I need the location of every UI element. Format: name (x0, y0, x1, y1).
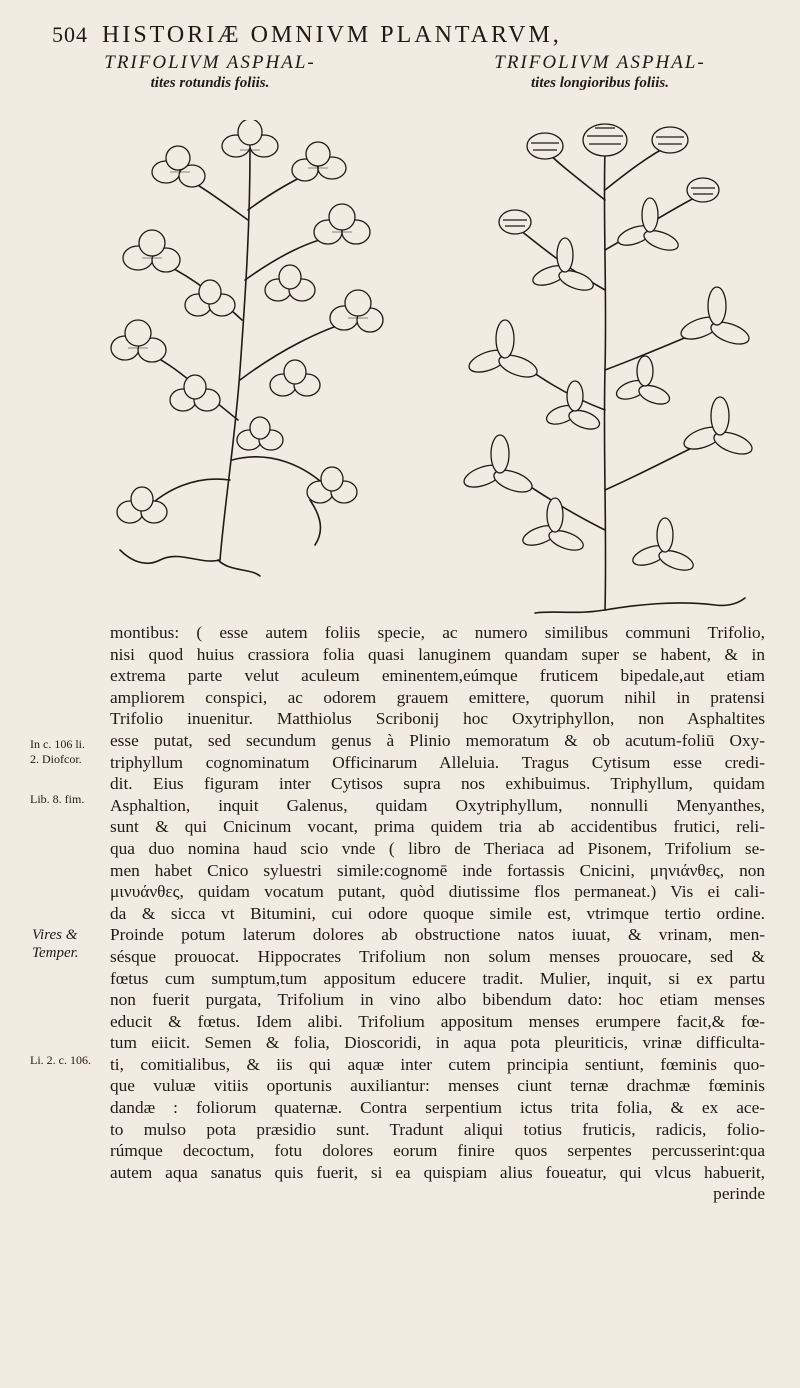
body-line: fœtus cum sumptum,tum appositum educere tradit. Mulier, inquit, si ex partu (110, 968, 765, 988)
figure-subtitle-left: tites rotundis foliis. (150, 75, 270, 91)
running-head (52, 22, 772, 49)
body-line: extrema parte velut aculeum eminentem,eúmque fruticem bipedale,aut etiam (110, 666, 765, 686)
body-line: esse putat, sed secundum genus à Plinio memoratum & ob acutum-foliū Oxy- (110, 730, 765, 750)
margin-note-vires: Vires & (32, 927, 78, 943)
margin-note: 2. Diofcor. (30, 752, 82, 766)
body-line: men habet Cnico syluestri simile:cognomē inde fortassis Cnicini, μηνιάνθες, non (110, 860, 765, 880)
figure-caption-left (60, 52, 360, 92)
body-text (110, 622, 765, 1205)
body-line: Asphaltion, inquit Galenus, quidam Oxytriphyllum, nonnulli Menyanthes, (110, 795, 765, 815)
figure-subtitle-right: tites longioribus foliis. (531, 75, 669, 91)
body-line: dit. Eius figuram inter Cytisos supra nos exhibuimus. Triphyllum, quidam (110, 774, 765, 794)
body-line: educit & fœtus. Idem alibi. Trifolium appositum menses erumpere facit,& fœ- (110, 1011, 765, 1031)
body-line: tum eiicit. Semen & folia, Dioscoridi, in aqua pota pleuriticis, vrinæ difficulta- (110, 1033, 765, 1053)
margin-note: In c. 106 li. (30, 737, 85, 751)
figure-title-left: TRIFOLIVM ASPHAL- (104, 52, 316, 73)
body-line: Trifolio inuenitur. Matthiolus Scribonij hoc Oxytriphyllon, non Asphaltites (110, 709, 765, 729)
body-line: da & sicca vt Bitumini, cui odore quoque simile est, vtrimque tertio ordine. (110, 903, 765, 923)
body-line: sésque prouocat. Hippocrates Trifolium non solum menses prouocare, sed & (110, 946, 765, 966)
body-line: dandæ : foliorum quaternæ. Contra serpentium ictus trita folia, & ex ace- (110, 1098, 765, 1118)
body-line: sunt & qui Cnicinum vocant, prima quidem tria ab accidentibus frutici, reli- (110, 817, 765, 837)
body-line: to mulso pota præsidio sunt. Tradunt aliqui totius fruticis, radicis, folio- (110, 1119, 765, 1139)
running-title: HISTORIÆ OMNIVM PLANTARVM, (102, 22, 562, 48)
body-line: autem aqua sanatus quis fuerit, si ea quispiam alius foueatur, qui vlcus habuerit, (110, 1162, 765, 1182)
body-line: rúmque decoctum, fotu dolores eorum finire quos serpentes percusserint:qua (110, 1141, 765, 1161)
catchword: perinde (713, 1184, 765, 1204)
body-line: Proinde potum laterum dolores ab obstructione natos iuuat, & vrinam, men- (110, 925, 765, 945)
body-line: ti, comitialibus, & iis qui aquæ inter cutem principia sentiunt, fœminis quo- (110, 1054, 765, 1074)
body-line: triphyllum cognominatum Officinarum Alleluia. Tragus Cytisum esse credi- (110, 752, 765, 772)
body-line: qua duo nomina haud scio vnde ( libro de Theriaca ad Pisonem, Trifolium se- (110, 838, 765, 858)
body-line: μινυάνθες, quidam vocatum putant, quòd diutissime flos permaneat.) Vis ei cali- (110, 882, 765, 902)
body-line: ampliorem conspici, ac odorem grauem emittere, quorum nihil in pratensi (110, 687, 765, 707)
woodcut-long-leaf-trefoil (455, 110, 755, 620)
body-line: non fuerit purgata, Trifolium in vino albo bibendum dato: hoc etiam menses (110, 990, 765, 1010)
body-line: montibus: ( esse autem foliis specie, ac numero similibus communi Trifolio, (110, 623, 765, 642)
page-number: 504 (52, 22, 88, 47)
margin-note: Lib. 8. fim. (30, 792, 85, 806)
margin-note: Li. 2. c. 106. (30, 1053, 91, 1067)
figure-caption-right (440, 52, 760, 92)
body-line: nisi quod huius crassiora folia quasi lanuginem quandam super se habent, & in (110, 644, 765, 664)
woodcut-round-leaf-trefoil (100, 120, 390, 580)
body-line: que vuluæ vitiis oportunis auxiliantur: menses ciunt ternæ drachmæ fœminis (110, 1076, 765, 1096)
margin-note-temper: Temper. (32, 945, 79, 961)
figure-title-right: TRIFOLIVM ASPHAL- (494, 52, 706, 73)
